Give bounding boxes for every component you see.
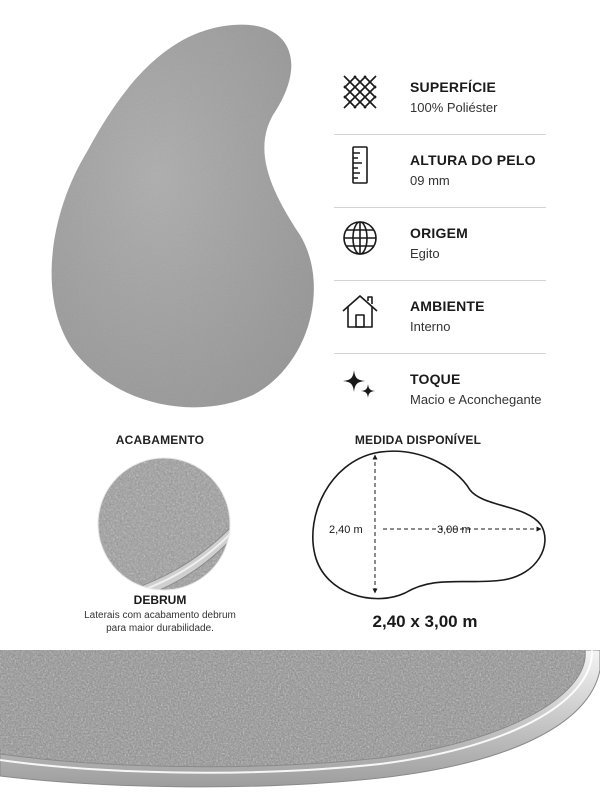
spec-title: SUPERFÍCIE [410, 79, 497, 95]
spec-environment [334, 281, 546, 354]
spec-title: AMBIENTE [410, 298, 485, 314]
house-icon [340, 291, 380, 331]
spec-origin [334, 208, 546, 281]
spec-title: ALTURA DO PELO [410, 152, 536, 168]
spec-value: Interno [410, 319, 451, 334]
spec-list [334, 62, 546, 427]
size-diagram [305, 445, 555, 605]
rug-product-image [48, 20, 318, 410]
spec-title: ORIGEM [410, 225, 468, 241]
binding-closeup-image [95, 455, 233, 593]
binding-label: DEBRUM [133, 593, 187, 607]
ruler-icon [340, 145, 380, 185]
spec-value: 100% Poliéster [410, 100, 498, 115]
binding-edge-closeup-image [0, 650, 600, 800]
binding-description-line: para maior durabilidade. [106, 623, 214, 634]
spec-value: Egito [410, 246, 440, 261]
spec-touch [334, 354, 546, 427]
width-label: 2,40 m [329, 524, 363, 536]
spec-value: Macio e Aconchegante [410, 392, 542, 407]
binding-description-line: Laterais com acabamento debrum [84, 610, 236, 621]
woven-texture-icon [340, 72, 380, 112]
spec-pile-height [334, 135, 546, 208]
spec-surface [334, 62, 546, 135]
binding-description [50, 609, 270, 635]
size-section-title: MEDIDA DISPONÍVEL [354, 433, 482, 447]
globe-icon [340, 218, 380, 258]
finish-section-title: ACABAMENTO [115, 433, 205, 447]
size-total: 2,40 x 3,00 m [372, 612, 478, 631]
spec-value: 09 mm [410, 173, 450, 188]
length-label: 3,00 m [437, 524, 471, 536]
sparkle-icon [340, 364, 380, 404]
spec-title: TOQUE [410, 371, 461, 387]
